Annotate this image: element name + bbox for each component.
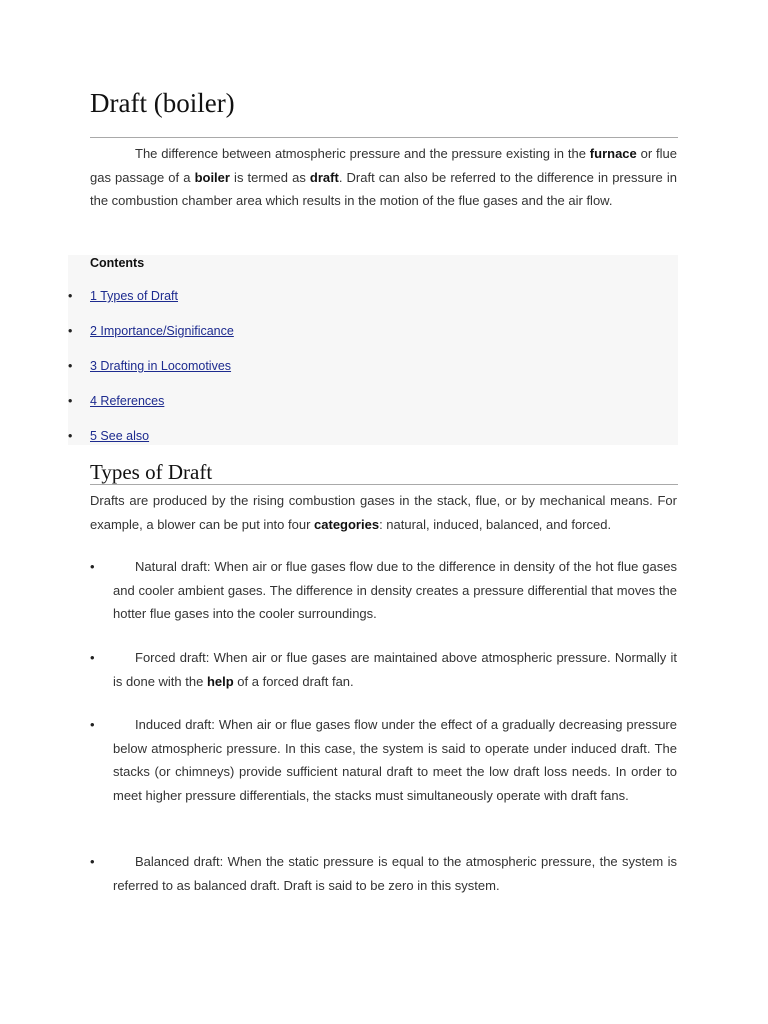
toc-title: Contents	[90, 256, 145, 270]
section-heading-types-of-draft: Types of Draft	[90, 460, 213, 484]
bullet-icon: •	[68, 324, 73, 338]
toc-link-see-also[interactable]: 5 See also	[90, 429, 150, 443]
section-divider	[90, 484, 678, 485]
toc-link-importance[interactable]: 2 Importance/Significance	[90, 324, 234, 338]
bold-term-categories: categories	[314, 516, 380, 532]
bullet-icon: •	[90, 717, 95, 732]
bullet-icon: •	[90, 854, 95, 869]
bullet-icon: •	[90, 559, 95, 574]
toc-link-references[interactable]: 4 References	[90, 394, 165, 408]
toc-link-drafting-in-locomotives[interactable]: 3 Drafting in Locomotives	[90, 359, 232, 373]
bullet-icon: •	[90, 650, 95, 665]
types-intro-paragraph: Drafts are produced by the rising combustion gases in the stack, flue, or by mechanical means. For example, a blower can be put into four categories: natural, induced, balanced, and forced.	[90, 493, 677, 532]
bold-term-furnace: furnace	[589, 146, 637, 161]
bullet-icon: •	[68, 359, 73, 373]
bold-term-draft: draft	[309, 169, 339, 185]
list-item-induced-draft: Induced draft: When air or flue gases flow under the effect of a gradually decreasing pressure below atmospheric pressure. In this case, the system is said to operate under induced draft. The stacks (or chimneys) provide sufficient natural draft to meet the low draft loss needs. In order to meet higher pressure differentials, the stacks must simultaneously operate with draft fans.	[113, 717, 677, 803]
bullet-icon: •	[68, 429, 73, 443]
title-divider	[90, 137, 678, 138]
bold-term-boiler: boiler	[194, 169, 230, 185]
list-item-balanced-draft: Balanced draft: When the static pressure is equal to the atmospheric pressure, the system is referred to as balanced draft. Draft is said to be zero in this system.	[113, 854, 677, 893]
bullet-icon: •	[68, 289, 73, 303]
toc-link-types-of-draft[interactable]: 1 Types of Draft	[90, 289, 179, 303]
table-of-contents	[68, 255, 678, 445]
page-title: Draft (boiler)	[90, 88, 235, 118]
intro-paragraph: The difference between atmospheric pressure and the pressure existing in the furnace or flue gas passage of a boiler is termed as draft. Draft can also be referred to the difference in pressure in the combustion chamber area which results in the motion of the flue gases and the air flow.	[90, 146, 677, 208]
list-item-forced-draft: Forced draft: When air or flue gases are maintained above atmospheric pressure. Normally it is done with the help of a forced draft fan.	[113, 650, 677, 689]
bullet-icon: •	[68, 394, 73, 408]
bold-term-help: help	[206, 673, 234, 689]
list-item-natural-draft: Natural draft: When air or flue gases flow due to the difference in density of the hot flue gases and cooler ambient gases. The difference in density creates a pressure differential that moves the hotter flue gases into the cooler surroundings.	[113, 559, 677, 621]
